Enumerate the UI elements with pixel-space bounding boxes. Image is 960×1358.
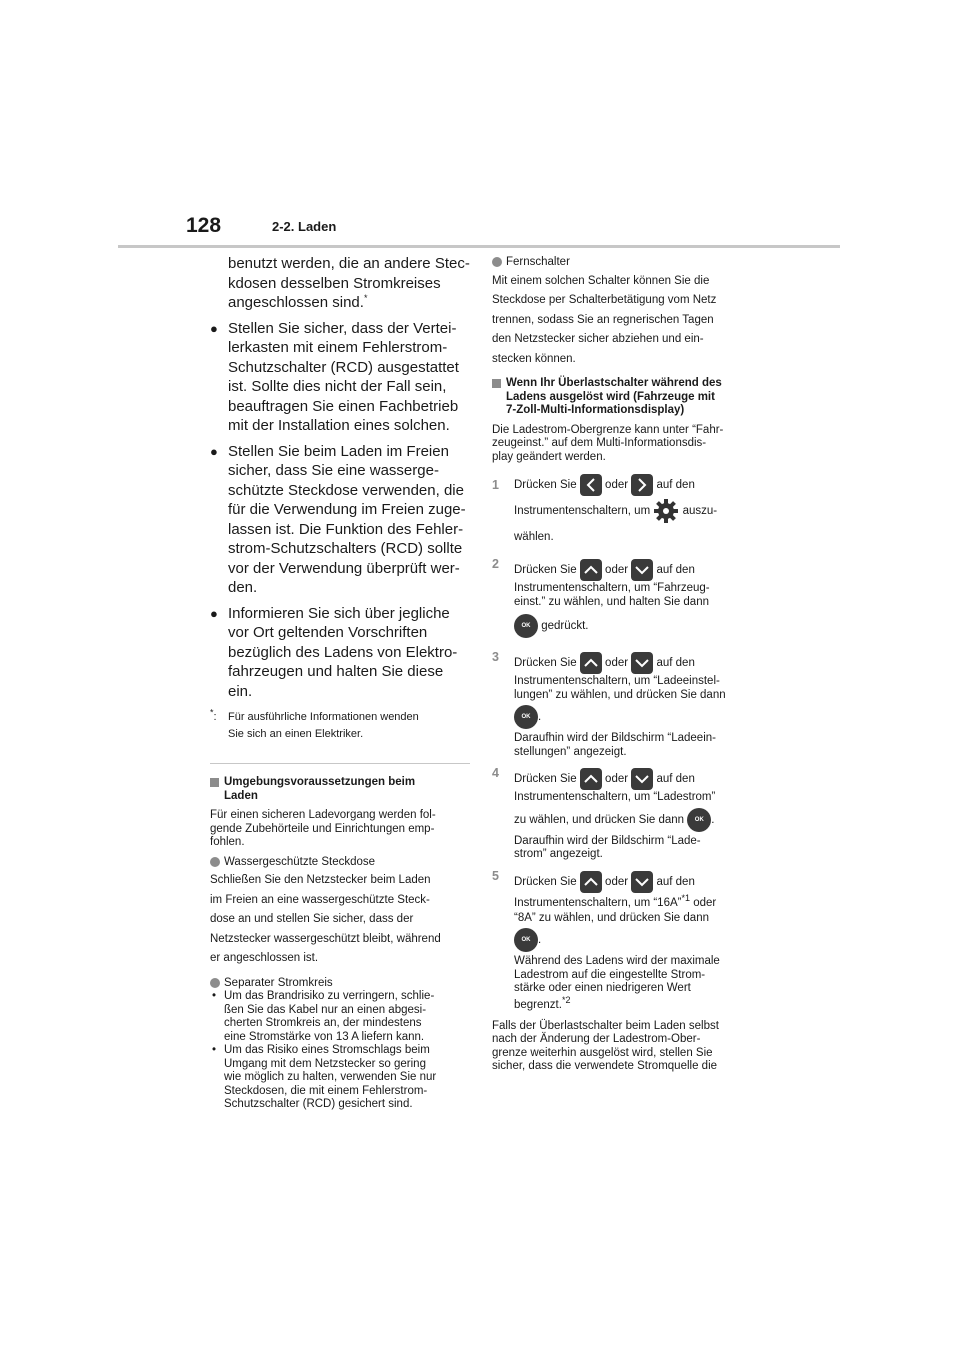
bullet-icon: ●	[210, 605, 218, 621]
left-column	[210, 250, 470, 1112]
right-column	[492, 250, 754, 1074]
ok-button-icon: OK	[514, 614, 538, 638]
down-arrow-key-icon	[631, 652, 653, 674]
gear-icon	[653, 498, 679, 524]
circle-bullet-icon	[210, 857, 220, 867]
separate-circuit-item-2: • Um das Risiko eines Stromschlags beim Umgang mit dem Netzstecker so gering wie möglich zu halten, verwenden Sie nur Steckdosen, die mit einem Fehlerstrom- Schutzschalter (RCD) gesichert sind.	[212, 1044, 437, 1110]
down-arrow-key-icon	[631, 768, 653, 790]
up-arrow-key-icon	[580, 871, 602, 893]
bullet-outdoor: ● Stellen Sie beim Laden im Freien sicher, dass Sie eine wasserge- schützte Steckdose verwenden, die für die Verwendung im Freien zuge- lassen ist. Die Funktion des Fehler- strom-Schutzschalters (RCD) sollte vor der Verwendung überprüft wer- den.	[210, 442, 466, 596]
left-arrow-key-icon	[580, 474, 602, 496]
item-remote-switch: Fernschalter	[492, 256, 754, 270]
remote-switch-body: Mit einem solchen Schalter können Sie die Steckdose per Schalterbetätigung vom Netz trennen, sodass Sie an regnerischen Tagen den Netzstecker sicher abziehen und ein- stecken können.	[492, 274, 717, 365]
intro-continuation: benutzt werden, die an andere Stec- kdosen desselben Stromkreises angeschlossen sind.*	[228, 255, 470, 311]
waterproof-socket-body: Schließen Sie den Netzstecker beim Laden im Freien an eine wassergeschützte Steck- dose an und stellen Sie sicher, dass der Netzstecker wassergeschützt bleibt, während er angeschlossen ist.	[210, 874, 441, 964]
bullet-icon: ●	[210, 443, 218, 459]
step-3: 3 Drücken Sie oder auf den Instrumentenschaltern, um “Ladeeinstel- lungen” zu wählen, und drücken Sie dann OK . Daraufhin wird der Bildschirm “Ladeein- stellungen” angezeigt.	[492, 650, 726, 758]
heading-square-icon	[210, 778, 219, 787]
heading-breaker-tripped: Wenn Ihr Überlastschalter während des Ladens ausgelöst wird (Fahrzeuge mit 7-Zoll-Multi-Informationsdisplay)	[492, 377, 754, 418]
item-waterproof-socket: Wassergeschützte Steckdose	[210, 856, 470, 870]
circle-bullet-icon	[492, 257, 502, 267]
ok-button-icon: OK	[514, 928, 538, 952]
ok-button-icon: OK	[514, 705, 538, 729]
section-title: 2-2. Laden	[272, 219, 337, 234]
down-arrow-key-icon	[631, 871, 653, 893]
step-4: 4 Drücken Sie oder auf den Instrumentenschaltern, um “Ladestrom” zu wählen, und drücken Sie dann OK . Daraufhin wird der Bildschirm “Lade- strom” angezeigt.	[492, 766, 716, 861]
heading-environment: Umgebungsvoraussetzungen beim Laden	[210, 776, 470, 803]
up-arrow-key-icon	[580, 768, 602, 790]
up-arrow-key-icon	[580, 559, 602, 581]
page-number: 128	[186, 214, 222, 237]
step-5: 5 Drücken Sie oder auf den Instrumentenschaltern, um “16A”$^{*1}$ oder “8A” zu wählen, und drücken Sie dann OK . Während des Ladens wird der maximale Ladestrom auf die eingestellte Strom- stärke oder einen niedrigeren Wert begrenzt.$^{*2}$	[492, 868, 720, 1011]
heading-square-icon	[492, 379, 501, 388]
down-arrow-key-icon	[631, 559, 653, 581]
step-2: 2 Drücken Sie oder auf den Instrumentenschaltern, um “Fahrzeug- einst.” zu wählen, und halten Sie dann OK gedrückt.	[492, 558, 754, 643]
right-arrow-key-icon	[631, 474, 653, 496]
closing-paragraph: Falls der Überlastschalter beim Laden selbst nach der Änderung der Ladestrom-Ober- grenze weiterhin ausgelöst wird, stellen Sie sicher, dass die verwendete Stromquelle die	[492, 1019, 719, 1073]
breaker-intro: Die Ladestrom-Obergrenze kann unter “Fahr- zeugeinst.” auf dem Multi-Informationsdis- play geändert werden.	[492, 423, 724, 463]
bullet-icon: ●	[210, 320, 218, 336]
step-1: 1 Drücken Sie oder auf den Instrumentenschaltern, um auszu- wählen.	[492, 472, 754, 550]
footnote: *: Für ausführliche Informationen wenden Sie sich an einen Elektriker.	[210, 707, 419, 740]
separate-circuit-item-1: • Um das Brandrisiko zu verringern, schlie- ßen Sie das Kabel nur an einen abgesi- cherten Stromkreis an, der mindestens eine Stromstärke von 13 A liefern kann.	[212, 990, 435, 1043]
header-rule	[118, 245, 840, 248]
environment-intro: Für einen sicheren Ladevorgang werden fol- gende Zubehörteile und Einrichtungen emp- fohlen.	[210, 809, 436, 848]
up-arrow-key-icon	[580, 652, 602, 674]
bullet-regulations: ● Informieren Sie sich über jegliche vor Ort geltenden Vorschriften bezüglich des Ladens von Elektro- fahrzeugen und halten Sie diese ein.	[210, 604, 458, 700]
circle-bullet-icon	[210, 978, 220, 988]
item-separate-circuit: Separater Stromkreis	[210, 977, 470, 991]
bullet-rcd: ● Stellen Sie sicher, dass der Vertei- lerkasten mit einem Fehlerstrom- Schutzschalter (RCD) ausgestattet ist. Sollte dies nicht der Fall sein, beauftragen Sie einen Fachbetrieb mit der Installation eines solchen.	[210, 319, 459, 434]
section-divider	[210, 763, 470, 764]
ok-button-icon: OK	[687, 808, 711, 832]
